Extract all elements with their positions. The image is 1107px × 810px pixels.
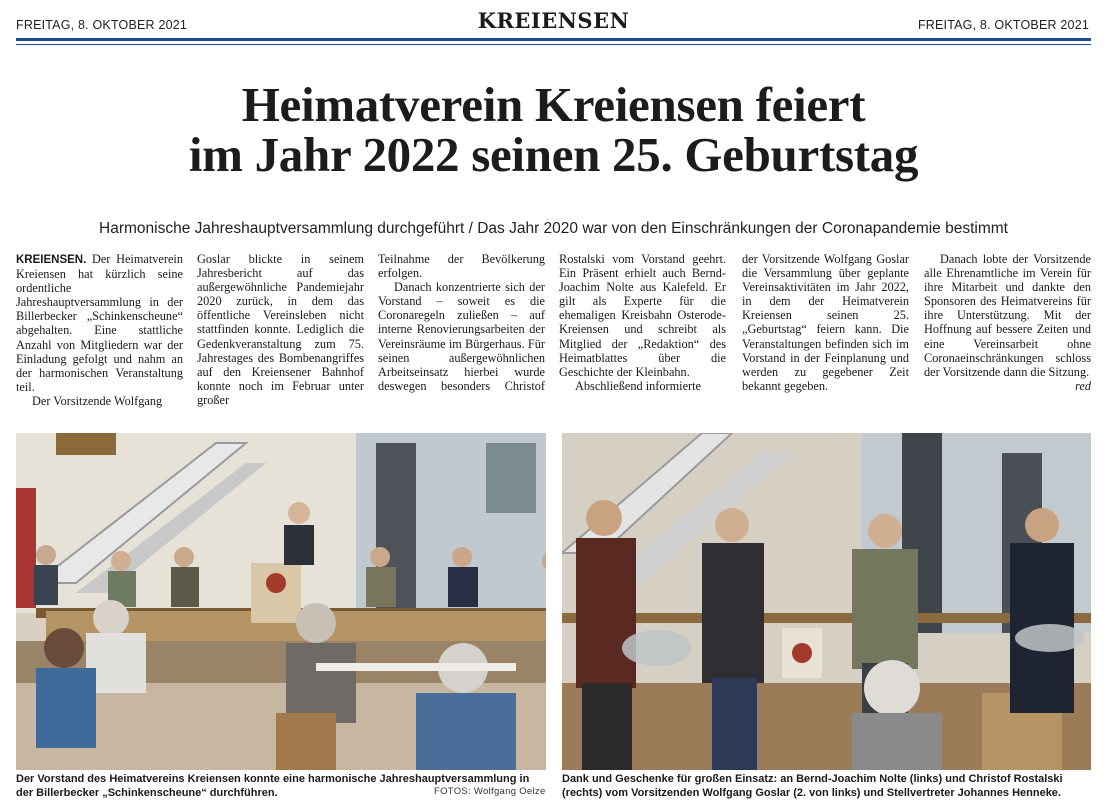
paragraph: Der Heimatverein Kreiensen hat kürzlich seine ordentliche Jahreshauptversammlung in der Billerbecker „Schinkenscheune“ abgehalten. Eine stattliche Anzahl von Mitgliedern war der Einladung gefolgt und nahm an der harmonischen Veranstaltung teil.: [16, 252, 183, 394]
dateline: KREIENSEN.: [16, 254, 87, 266]
paragraph: der Vorsitzende Wolfgang Goslar die Versammlung über geplante Vereinsaktivitäten im Jahr 2022, in dem der Heimatverein Kreiensen seinen 25. „Geburtstag“ feiern kann. Die Veranstaltungen befinden sich im Vorstand in der Feinplanung und werden zu gegebener Zeit bekannt gegeben.: [742, 252, 909, 393]
article-body: [16, 252, 1091, 412]
paragraph: Goslar blickte in seinem Jahresbericht auf das außergewöhnliche Pandemiejahr 2020 zurück, in dem das öffentliche Vereinsleben nicht stattfinden konnte. Lediglich die Gedenkveranstaltung zum 75. Jahrestages des Bombenangriffes auf den Kreiensener Bahnhof konnte noch im Februar unter großer: [197, 252, 364, 407]
meeting-photo-caption: Der Vorstand des Heimatvereins Kreiensen konnte eine harmonische Jahreshauptversammlung in der Billerbecker „Schinkenscheune“ durchführen.: [16, 773, 530, 799]
headline-line-2: im Jahr 2022 seinen 25. Geburtstag: [188, 127, 919, 183]
article-headline: [0, 77, 1107, 183]
paragraph: Teilnahme der Bevölkerung erfolgen.: [378, 252, 545, 281]
author-signoff: red: [1075, 378, 1091, 393]
text-column-3: [378, 252, 545, 412]
text-column-4: [559, 252, 726, 412]
meeting-photo-illustration: [16, 433, 546, 770]
masthead: [0, 0, 1107, 48]
masthead-rule: [16, 38, 1091, 41]
issue-date-left: FREITAG, 8. OKTOBER 2021: [16, 18, 188, 32]
paragraph: Abschließend informierte: [575, 378, 702, 393]
text-column-5: [742, 252, 909, 412]
section-title: KREIENSEN: [477, 8, 630, 33]
text-column-2: [197, 252, 364, 412]
paragraph: Der Vorsitzende Wolfgang: [32, 393, 163, 408]
text-column-6: [924, 252, 1091, 412]
honoring-photo-caption: Dank und Geschenke für großen Einsatz: an Bernd-Joachim Nolte (links) und Christof Rostalski (rechts) vom Vorsitzenden Wolfgang Goslar (2. von links) und Stellvertreter Johannes Henneke.: [562, 773, 1063, 799]
text-column-1: [16, 252, 183, 412]
masthead-rule-thin: [16, 44, 1091, 45]
article-subheadline: Harmonische Jahreshauptversammlung durchgeführt / Das Jahr 2020 war von den Einschränkungen der Coronapandemie bestimmt: [99, 220, 1008, 237]
paragraph: Danach lobte der Vorsitzende alle Ehrenamtliche im Verein für ihre Mitarbeit und dankte den Sponsoren des Heimatvereins für ihre Unterstützung. Mit der Hoffnung auf bessere Zeiten und eine Vereinsarbeit ohne Coronaeinschränkungen schloss der Vorsitzende dann die Sitzung.: [924, 252, 1091, 379]
issue-date-right: FREITAG, 8. OKTOBER 2021: [917, 18, 1089, 32]
honoring-photo-illustration: [562, 433, 1091, 770]
meeting-photo: [16, 433, 546, 770]
honoring-photo: [562, 433, 1091, 770]
headline-line-1: Heimatverein Kreiensen feiert: [241, 77, 866, 132]
paragraph: Rostalski vom Vorstand geehrt. Ein Präsent erhielt auch Bernd-Joachim Nolte aus Kalefeld. Er gilt als Experte für die ehemaligen Kreisbahn Osterode-Kreiensen und schreibt als Mitglied der „Redaktion“ des Heimatblattes über die Geschichte der Kleinbahn.: [559, 252, 726, 379]
photo-credit: FOTOS: Wolfgang Oelze: [434, 786, 546, 797]
paragraph: Danach konzentrierte sich der Vorstand – soweit es die Coronaregeln zuließen – auf interne Renovierungsarbeiten der Vereinsräume im Bürgerhaus. Für seinen außergewöhnlichen Arbeitseinsatz hierbei wurde deswegen besonders Christof: [378, 280, 545, 393]
